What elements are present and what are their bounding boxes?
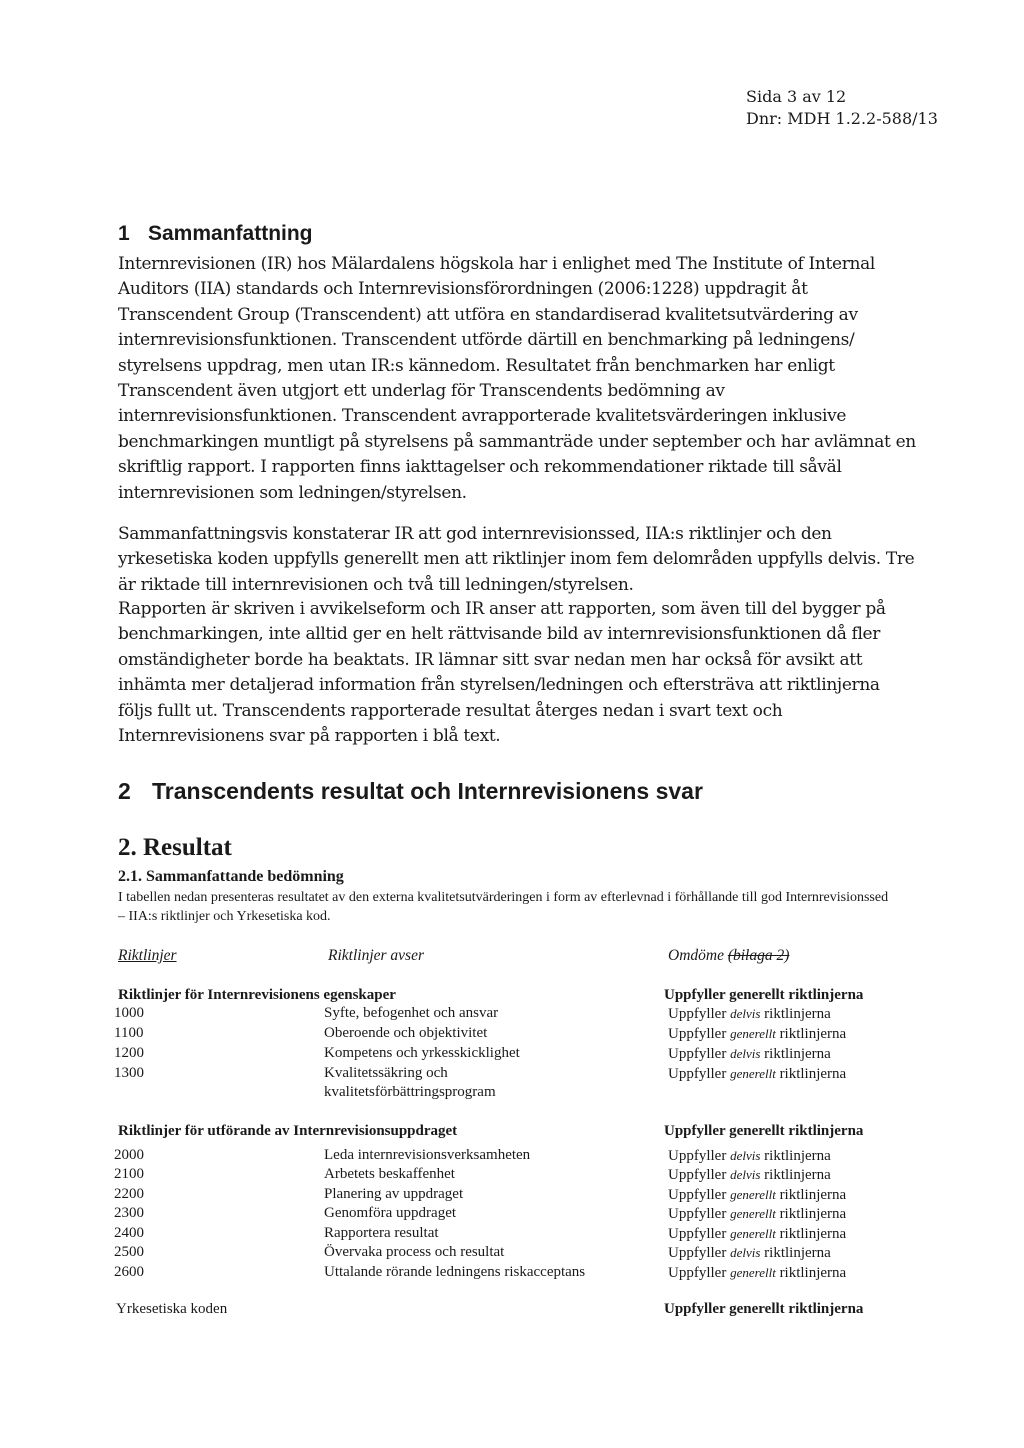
guideline-code: 1000	[114, 1005, 144, 1021]
page-number: Sida 3 av 12	[746, 87, 847, 106]
guideline-verdict: Uppfyller delvis riktlinjerna	[668, 1046, 831, 1062]
result-heading: 2. Resultat	[118, 834, 232, 861]
guideline-description: Rapportera resultat	[324, 1225, 439, 1241]
guideline-description: Arbetets beskaffenhet	[324, 1166, 455, 1182]
guideline-verdict: Uppfyller generellt riktlinjerna	[668, 1206, 847, 1222]
guideline-description: Oberoende och objektivitet	[324, 1025, 488, 1041]
guideline-verdict: Uppfyller generellt riktlinjerna	[668, 1026, 847, 1042]
guideline-verdict: Uppfyller delvis riktlinjerna	[668, 1006, 831, 1022]
table-intro-text: I tabellen nedan presenteras resultatet av den externa kvalitetsutvärderingen i form av efterlevnad i förhållande till god Internrevisionssed – IIA:s riktlinjer och Yrkesetiska kod.	[118, 890, 889, 924]
guideline-code: 2300	[114, 1205, 144, 1221]
group-verdict: Uppfyller generellt riktlinjerna	[664, 1123, 864, 1139]
guideline-verdict: Uppfyller delvis riktlinjerna	[668, 1167, 831, 1183]
section-title: Sammanfattning	[148, 222, 313, 245]
guideline-description: Genomföra uppdraget	[324, 1205, 457, 1221]
guideline-code: 1100	[114, 1025, 144, 1041]
group-verdict: Uppfyller generellt riktlinjerna	[664, 987, 864, 1003]
guideline-code: 2100	[114, 1166, 144, 1182]
ethics-code-title: Yrkesetiska koden	[116, 1301, 228, 1317]
guideline-verdict: Uppfyller delvis riktlinjerna	[668, 1148, 831, 1164]
group-title: Riktlinjer för utförande av Internrevisionsuppdraget	[118, 1123, 458, 1139]
struck-attachment-ref: (bilaga 2)	[727, 947, 790, 964]
guideline-verdict: Uppfyller generellt riktlinjerna	[668, 1066, 847, 1082]
paragraph-text: Rapporten är skriven i avvikelseform och IR anser att rapporten, som även till del bygger på benchmarkingen, inte alltid ger en helt rättvisande bild av internrevisionsfunktionen då fler omständigheter borde ha beaktats. IR lämnar sitt svar nedan men har också för avsikt att inhämta mer detaljerad information från styrelsen/ledningen och eftersträva att riktlinjerna följs fullt ut. Transcendents rapporterade resultat återges nedan i svart text och Internrevisionens svar på rapporten i blå text.	[118, 599, 886, 747]
section-number: 2	[118, 778, 131, 804]
paragraph-text: Internrevisionen (IR) hos Mälardalens högskola har i enlighet med The Institute of Internal Auditors (IIA) standards och Internrevisionsförordningen (2006:1228) uppdragit åt Transcendent Group (Transcendent) att utföra en standardiserad kvalitetsutvärdering av internrevisionsfunktionen. Transcendent utförde därtill en benchmarking på ledningens/ styrelsens uppdrag, men utan IR:s kännedom. Resultatet från benchmarken har enligt Transcendent även utgjort ett underlag för Transcendents bedömning av internrevisionsfunktionen. Transcendent avrapporterade kvalitetsvärderingen inklusive benchmarkingen muntligt på styrelsens på sammanträde under september och har avlämnat en skriftlig rapport. I rapporten finns iakttagelser och rekommendationer riktade till såväl internrevisionen som ledningen/styrelsen.	[118, 254, 916, 503]
guideline-verdict: Uppfyller generellt riktlinjerna	[668, 1226, 847, 1242]
verdict-label: Omdöme	[668, 947, 724, 964]
guideline-description: Uttalande rörande ledningens riskacceptans	[324, 1264, 586, 1280]
guideline-description-cont: kvalitetsförbättringsprogram	[324, 1084, 496, 1100]
guideline-code: 1300	[114, 1065, 144, 1081]
guideline-verdict: Uppfyller generellt riktlinjerna	[668, 1265, 847, 1281]
group-title: Riktlinjer för Internrevisionens egenskaper	[118, 987, 396, 1003]
guideline-code: 2400	[114, 1225, 144, 1241]
guideline-description: Övervaka process och resultat	[324, 1244, 505, 1260]
guideline-verdict: Uppfyller generellt riktlinjerna	[668, 1187, 847, 1203]
diary-number: Dnr: MDH 1.2.2-588/13	[746, 109, 938, 128]
guideline-code: 2000	[114, 1147, 144, 1163]
guideline-code: 2600	[114, 1264, 144, 1280]
paragraph-text: Sammanfattningsvis konstaterar IR att god internrevisionssed, IIA:s riktlinjer och den yrkesetiska koden uppfylls generellt men att riktlinjer inom fem delområden uppfylls delvis. Tre är riktade till internrevisionen och två till ledningen/styrelsen.	[118, 524, 915, 595]
guideline-description: Leda internrevisionsverksamheten	[324, 1147, 531, 1163]
col-header-concerns: Riktlinjer avser	[328, 947, 424, 964]
guideline-description: Planering av uppdraget	[324, 1186, 464, 1202]
col-header-guidelines: Riktlinjer	[118, 947, 177, 964]
guideline-code: 2500	[114, 1244, 144, 1260]
guideline-verdict: Uppfyller delvis riktlinjerna	[668, 1245, 831, 1261]
guideline-description: Kvalitetssäkring och	[324, 1065, 448, 1081]
summary-assessment-heading: 2.1. Sammanfattande bedömning	[118, 868, 344, 885]
guideline-code: 1200	[114, 1045, 144, 1061]
section-title: Transcendents resultat och Internrevisionens svar	[152, 778, 703, 804]
guideline-code: 2200	[114, 1186, 144, 1202]
guideline-description: Syfte, befogenhet och ansvar	[324, 1005, 499, 1021]
col-header-verdict	[668, 946, 789, 965]
section-number: 1	[118, 222, 130, 245]
ethics-verdict: Uppfyller generellt riktlinjerna	[664, 1301, 864, 1317]
guideline-description: Kompetens och yrkesskicklighet	[324, 1045, 520, 1061]
